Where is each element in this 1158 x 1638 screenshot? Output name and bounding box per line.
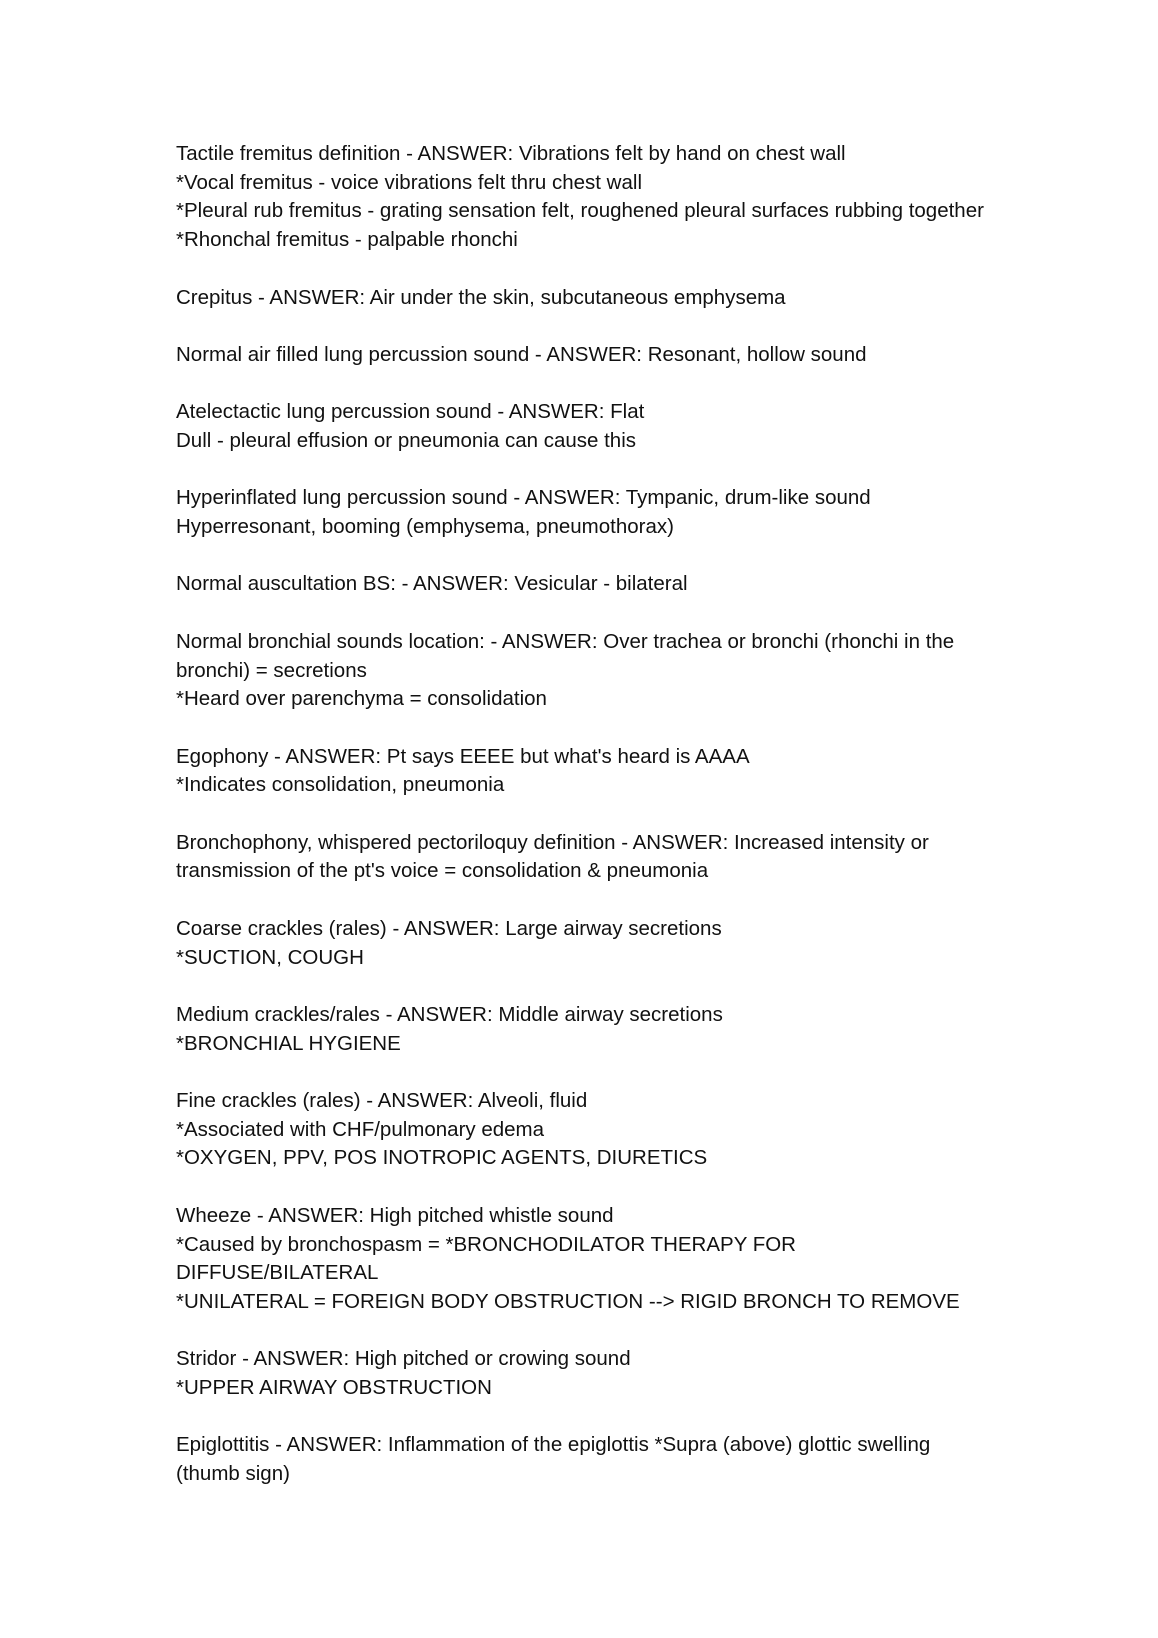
entry-line: Egophony - ANSWER: Pt says EEEE but what's heard is AAAA — [176, 744, 750, 768]
entry-line: Coarse crackles (rales) - ANSWER: Large airway secretions — [176, 916, 722, 940]
entry-line: *Pleural rub fremitus - grating sensation felt, roughened pleural surfaces rubbing together — [176, 199, 984, 223]
entry-line: *OXYGEN, PPV, POS INOTROPIC AGENTS, DIURETICS — [176, 1146, 708, 1170]
entry-line: Atelectactic lung percussion sound - ANSWER: Flat — [176, 400, 645, 424]
entry-hyperinflated-percussion — [176, 484, 996, 541]
entry-bronchial-sounds — [176, 628, 996, 714]
entry-atelectactic-percussion — [176, 398, 996, 455]
entry-line: *BRONCHIAL HYGIENE — [176, 1031, 401, 1055]
entry-coarse-crackles — [176, 915, 996, 972]
entry-line: Hyperresonant, booming (emphysema, pneumothorax) — [176, 515, 674, 539]
entry-line: Fine crackles (rales) - ANSWER: Alveoli, fluid — [176, 1089, 588, 1113]
entry-line: *UPPER AIRWAY OBSTRUCTION — [176, 1376, 492, 1400]
entry-line: Crepitus - ANSWER: Air under the skin, subcutaneous emphysema — [176, 285, 786, 309]
entry-egophony — [176, 743, 996, 800]
entry-medium-crackles — [176, 1001, 996, 1058]
entry-epiglottitis — [176, 1431, 996, 1488]
document-content — [176, 140, 996, 1518]
entry-line: Bronchophony, whispered pectoriloquy definition - ANSWER: Increased intensity or transmission of the pt's voice = consolidation & pneumonia — [176, 830, 935, 883]
entry-bronchophony — [176, 829, 996, 886]
entry-line: *UNILATERAL = FOREIGN BODY OBSTRUCTION --> RIGID BRONCH TO REMOVE — [176, 1289, 960, 1313]
entry-line: *Associated with CHF/pulmonary edema — [176, 1117, 545, 1141]
entry-normal-auscultation — [176, 570, 996, 599]
entry-line: Normal bronchial sounds location: - ANSWER: Over trachea or bronchi (rhonchi in the bronchi) = secretions — [176, 629, 960, 682]
entry-line: *Vocal fremitus - voice vibrations felt thru chest wall — [176, 170, 642, 194]
entry-line: Epiglottitis - ANSWER: Inflammation of the epiglottis *Supra (above) glottic swelling (thumb sign) — [176, 1433, 936, 1486]
entry-line: *Indicates consolidation, pneumonia — [176, 773, 505, 797]
entry-line: Stridor - ANSWER: High pitched or crowing sound — [176, 1347, 631, 1371]
entry-line: Normal air filled lung percussion sound - ANSWER: Resonant, hollow sound — [176, 342, 867, 366]
entry-line: Dull - pleural effusion or pneumonia can cause this — [176, 428, 636, 452]
entry-normal-percussion — [176, 341, 996, 370]
entry-fine-crackles — [176, 1087, 996, 1173]
entry-wheeze — [176, 1202, 996, 1317]
entry-line: *Heard over parenchyma = consolidation — [176, 687, 547, 711]
entry-tactile-fremitus — [176, 140, 996, 255]
entry-line: *Rhonchal fremitus - palpable rhonchi — [176, 228, 518, 252]
entry-line: *Caused by bronchospasm = *BRONCHODILATOR THERAPY FOR DIFFUSE/BILATERAL — [176, 1232, 802, 1285]
entry-line: Wheeze - ANSWER: High pitched whistle sound — [176, 1203, 614, 1227]
entry-crepitus — [176, 284, 996, 313]
entry-line: Hyperinflated lung percussion sound - ANSWER: Tympanic, drum-like sound — [176, 486, 871, 510]
entry-line: Tactile fremitus definition - ANSWER: Vibrations felt by hand on chest wall — [176, 142, 846, 165]
entry-line: *SUCTION, COUGH — [176, 945, 364, 969]
entry-line: Medium crackles/rales - ANSWER: Middle airway secretions — [176, 1002, 723, 1026]
entry-line: Normal auscultation BS: - ANSWER: Vesicular - bilateral — [176, 572, 688, 596]
entry-stridor — [176, 1345, 996, 1402]
